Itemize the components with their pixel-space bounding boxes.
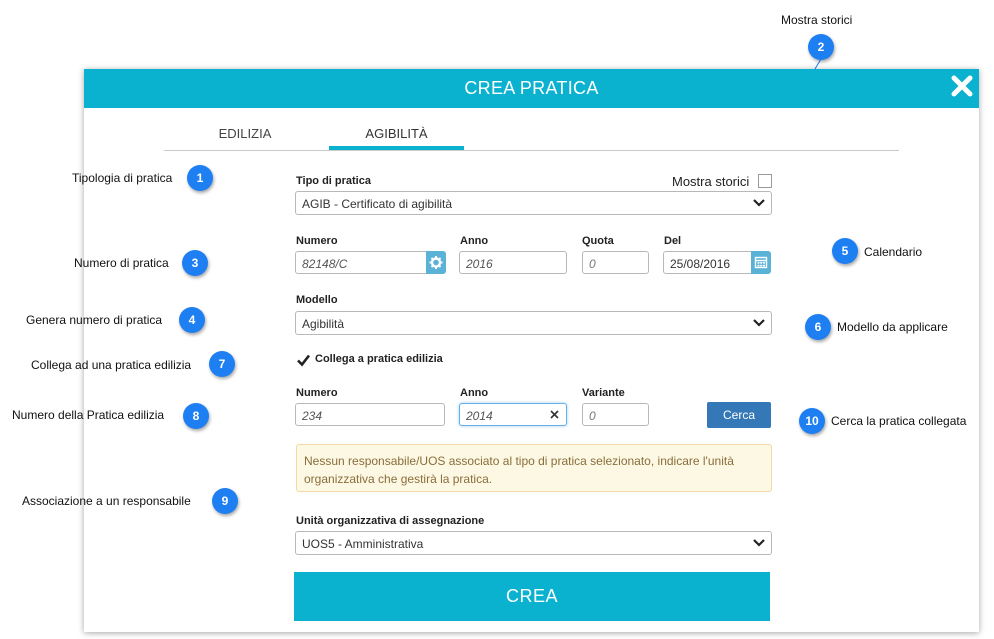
chevron-down-icon xyxy=(753,198,765,207)
callout-badge-4: 4 xyxy=(179,307,205,333)
callout-text-2: Mostra storici xyxy=(781,13,853,27)
tipo-pratica-select[interactable] xyxy=(295,191,772,215)
collega-checkbox[interactable] xyxy=(296,353,311,367)
genera-numero-button[interactable] xyxy=(426,251,446,274)
callout-text-8: Numero della Pratica edilizia xyxy=(12,408,165,422)
tipo-pratica-value: AGIB - Certificato di agibilità xyxy=(302,197,453,211)
del-date-input[interactable]: 25/08/2016 xyxy=(663,251,752,274)
modello-value: Agibilità xyxy=(302,317,345,331)
responsabile-alert: Nessun responsabile/UOS associato al tipo di pratica selezionato, indicare l'unità organizzativa che gestirà la pratica. xyxy=(296,444,772,492)
edilizia-variante-label: Variante xyxy=(582,387,625,399)
quota-label: Quota xyxy=(582,235,614,247)
chevron-down-icon xyxy=(753,318,765,327)
modal-header xyxy=(84,69,979,108)
callout-text-4: Genera numero di pratica xyxy=(26,313,163,327)
modal-title: CREA PRATICA xyxy=(464,78,599,98)
edilizia-variante-input[interactable]: 0 xyxy=(582,403,649,426)
edilizia-anno-value: 2014 xyxy=(466,409,493,423)
tabs-divider xyxy=(164,150,899,151)
callout-badge-2: 2 xyxy=(808,34,834,60)
edilizia-numero-label: Numero xyxy=(296,387,338,399)
quota-input[interactable]: 0 xyxy=(582,251,649,274)
callout-text-5: Calendario xyxy=(864,245,923,259)
callout-badge-1: 1 xyxy=(187,165,213,191)
chevron-down-icon xyxy=(753,538,765,547)
callout-text-10: Cerca la pratica collegata xyxy=(831,414,967,428)
callout-text-6: Modello da applicare xyxy=(837,320,948,334)
calendar-icon xyxy=(751,251,771,274)
close-icon[interactable] xyxy=(951,74,973,98)
callout-text-1: Tipologia di pratica xyxy=(72,171,173,185)
numero-label: Numero xyxy=(296,235,338,247)
calendar-button[interactable] xyxy=(751,251,771,274)
modello-label: Modello xyxy=(296,294,338,306)
edilizia-numero-input[interactable]: 234 xyxy=(295,403,445,426)
callout-badge-8: 8 xyxy=(183,403,209,429)
del-label: Del xyxy=(664,235,682,247)
mostra-storici-label: Mostra storici xyxy=(672,174,750,189)
callout-badge-9: 9 xyxy=(212,488,238,514)
mostra-storici-checkbox[interactable] xyxy=(758,174,772,188)
edilizia-anno-label: Anno xyxy=(460,387,489,399)
crea-button[interactable]: CREA xyxy=(294,572,770,621)
anno-label: Anno xyxy=(460,235,489,247)
tipo-pratica-label: Tipo di pratica xyxy=(296,175,371,187)
callout-badge-6: 6 xyxy=(805,314,831,340)
callout-badge-5: 5 xyxy=(832,238,858,264)
unita-label: Unità organizzativa di assegnazione xyxy=(296,515,485,527)
clear-icon[interactable] xyxy=(550,410,559,419)
edilizia-anno-input[interactable] xyxy=(459,403,567,426)
tab-active-indicator xyxy=(329,146,464,150)
collega-label: Collega a pratica edilizia xyxy=(315,353,443,365)
unita-select[interactable] xyxy=(295,531,772,555)
tab-agibilita[interactable]: AGIBILITÀ xyxy=(365,126,428,141)
unita-value: UOS5 - Amministrativa xyxy=(302,537,424,551)
cerca-button[interactable]: Cerca xyxy=(707,402,771,428)
callout-text-3: Numero di pratica xyxy=(74,256,169,270)
callout-text-7: Collega ad una pratica edilizia xyxy=(31,358,192,372)
callout-text-9: Associazione a un responsabile xyxy=(22,494,191,508)
gear-icon xyxy=(426,251,446,274)
callout-badge-10: 10 xyxy=(799,408,825,434)
numero-input[interactable]: 82148/C xyxy=(295,251,427,274)
anno-input[interactable]: 2016 xyxy=(459,251,567,274)
callout-badge-3: 3 xyxy=(182,250,208,276)
callout-badge-7: 7 xyxy=(209,351,235,377)
modello-select[interactable] xyxy=(295,311,772,335)
tab-edilizia[interactable]: EDILIZIA xyxy=(218,126,272,141)
